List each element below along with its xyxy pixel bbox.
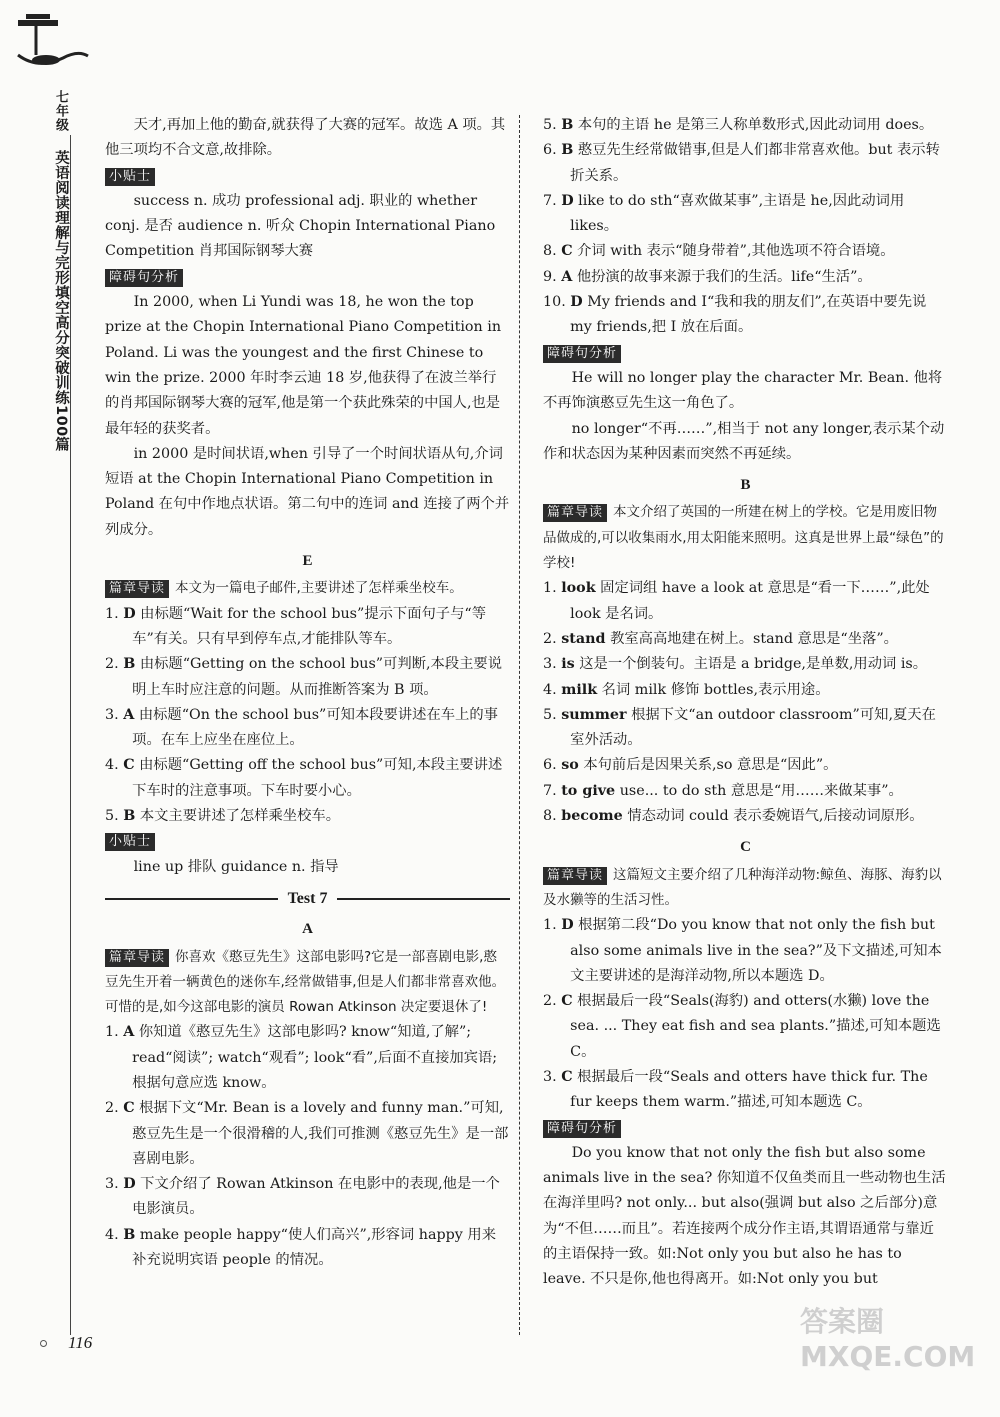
answer-number: 9. xyxy=(543,268,557,285)
answer-key: summer xyxy=(561,706,627,723)
answer-number: 2. xyxy=(105,1100,119,1117)
guide-text: 本文介绍了英国的一所建在树上的学校。它是用废旧物品做成的,可以收集雨水,用太阳能来照明。这真是世界上最“绿色”的学校! xyxy=(543,504,944,572)
answer-key: B xyxy=(561,142,574,159)
answer-text: 根据第二段“Do you know that not only the fish but also some animals live in the sea?”及下文描述,可知本文主要讲述的是海洋动物,所以本题选 D。 xyxy=(570,917,942,984)
answer-key: A xyxy=(561,268,573,285)
column-divider xyxy=(519,115,520,1335)
answer-number: 2. xyxy=(543,993,557,1010)
vocabulary-list: line up 排队 guidance n. 指导 xyxy=(133,858,339,875)
answer-item xyxy=(543,627,948,652)
guide-label: 篇章导读 xyxy=(543,504,607,522)
answer-item xyxy=(543,678,948,703)
answer-item xyxy=(105,1223,510,1274)
answer-key: D xyxy=(123,1176,136,1193)
answer-text: 介词 with 表示“随身带着”,其他选项不符合语境。 xyxy=(577,243,895,260)
guide-label: 篇章导读 xyxy=(105,580,169,598)
answer-item xyxy=(543,703,948,754)
answer-item xyxy=(543,138,948,189)
answer-key: is xyxy=(561,656,575,673)
answer-key: C xyxy=(123,757,135,774)
answer-number: 7. xyxy=(543,192,557,209)
answer-key: D xyxy=(570,294,583,311)
guide-text: 这篇短文主要介绍了几种海洋动物:鲸鱼、海豚、海豹以及水獭等的生活习性。 xyxy=(543,866,942,908)
answer-key: look xyxy=(561,580,596,597)
answer-text: make people happy“使人们高兴”,形容词 happy 用来补充说明宾语 people 的情况。 xyxy=(132,1226,496,1269)
answer-number: 4. xyxy=(105,757,119,774)
answer-text: 本句的主语 he 是第三人称单数形式,因此动词用 does。 xyxy=(577,117,934,133)
answer-text: 根据下文“Mr. Bean is a lovely and funny man.”可知,憨豆先生是一个很滑稽的人,我们可推测《憨豆先生》是一部喜剧电影。 xyxy=(132,1100,509,1167)
answer-number: 7. xyxy=(543,782,557,799)
answer-text: 名词 milk 修饰 bottles,表示用途。 xyxy=(601,681,830,698)
guide-paragraph xyxy=(105,576,510,601)
answer-number: 6. xyxy=(543,142,557,159)
publisher-logo xyxy=(8,10,98,80)
answer-item xyxy=(105,1172,510,1223)
section-heading-b: B xyxy=(740,477,751,494)
answer-number: 1. xyxy=(105,605,119,622)
watermark: 答案圈 MXQE.COM xyxy=(800,1305,976,1373)
answer-number: 1. xyxy=(105,1024,119,1041)
answer-text: 由标题“Wait for the school bus”提示下面句子与“等车”有关。只有早到停车点,才能排队等车。 xyxy=(132,605,487,647)
answer-text: use... to do sth 意思是“用……来做某事”。 xyxy=(619,782,903,799)
answer-item xyxy=(543,1065,948,1116)
answer-key: D xyxy=(123,605,136,622)
grade-label: 七年级 xyxy=(53,90,68,132)
answer-key: so xyxy=(561,757,579,774)
answer-text: 他扮演的故事来源于我们的生活。life“生活”。 xyxy=(576,268,872,285)
answer-number: 5. xyxy=(105,808,119,825)
answer-number: 2. xyxy=(105,656,119,673)
guide-paragraph xyxy=(543,863,948,914)
section-heading-a: A xyxy=(302,921,313,938)
analysis-label: 障碍句分析 xyxy=(543,1120,621,1138)
answer-text: 下文介绍了 Rowan Atkinson 在电影中的表现,他是一个电影演员。 xyxy=(132,1176,500,1218)
answer-text: 憨豆先生经常做错事,但是人们都非常喜欢他。but 表示转折关系。 xyxy=(570,142,940,184)
answer-item xyxy=(105,1096,510,1172)
answer-number: 3. xyxy=(105,706,119,723)
answer-item xyxy=(543,189,948,240)
answer-number: 3. xyxy=(543,1068,557,1085)
answer-item xyxy=(543,265,948,290)
analysis-label: 障碍句分析 xyxy=(543,345,621,363)
answer-key: milk xyxy=(561,681,598,698)
answer-text: 由标题“Getting off the school bus”可知,本段主要讲述下车时的注意事项。下车时要小心。 xyxy=(132,757,503,799)
answer-number: 6. xyxy=(543,757,557,774)
answer-number: 1. xyxy=(543,917,557,934)
answer-key: B xyxy=(123,656,136,673)
answer-text: 根据下文“an outdoor classroom”可知,夏天在室外活动。 xyxy=(570,706,936,749)
answer-key: D xyxy=(561,917,574,934)
section-heading-c: C xyxy=(740,839,751,856)
test-header xyxy=(105,886,510,911)
answer-key: to give xyxy=(561,782,616,799)
answer-number: 8. xyxy=(543,808,557,825)
test-title: Test 7 xyxy=(287,889,328,907)
spine-rule xyxy=(70,135,71,1335)
answer-text: 本文主要讲述了怎样乘坐校车。 xyxy=(139,808,340,825)
answer-text: 情态动词 could 表示委婉语气,后接动词原形。 xyxy=(627,808,924,825)
answer-key: become xyxy=(561,808,623,825)
answer-key: C xyxy=(561,243,573,260)
series-title: 英语阅读理解与完形填空高分突破训练100篇 xyxy=(53,150,69,452)
answer-key: D xyxy=(561,192,574,209)
vocabulary-list: success n. 成功 professional adj. 职业的 whether conj. 是否 audience n. 听众 Chopin International Piano Competition 肖邦国际钢琴大赛 xyxy=(105,192,496,260)
answer-key: A xyxy=(123,1024,135,1041)
answer-number: 4. xyxy=(105,1226,119,1243)
answer-number: 8. xyxy=(543,243,557,260)
answer-text: 教室高高地建在树上。stand 意思是“坐落”。 xyxy=(610,630,898,647)
guide-label: 篇章导读 xyxy=(105,949,169,967)
answer-item xyxy=(543,113,948,138)
answer-number: 5. xyxy=(543,117,557,133)
guide-paragraph xyxy=(105,945,510,1021)
answer-text: 固定词组 have a look at 意思是“看一下……”,此处 look 是名词。 xyxy=(570,580,930,622)
answer-number: 2. xyxy=(543,630,557,647)
answer-number: 10. xyxy=(543,294,566,311)
answer-text: 由标题“Getting on the school bus”可判断,本段主要说明上车时应注意的问题。从而推断答案为 B 项。 xyxy=(132,656,503,698)
tip-label: 小贴士 xyxy=(105,833,155,851)
answer-key: B xyxy=(123,808,136,825)
answer-item xyxy=(105,804,510,829)
answer-number: 3. xyxy=(105,1176,119,1193)
guide-label: 篇章导读 xyxy=(543,867,607,885)
page-dot xyxy=(40,1340,47,1347)
tip-label: 小贴士 xyxy=(105,168,155,186)
analysis-label: 障碍句分析 xyxy=(105,269,183,287)
guide-text: 本文为一篇电子邮件,主要讲述了怎样乘坐校车。 xyxy=(175,580,463,597)
answer-text: My friends and I“我和我的朋友们”,在英语中要先说 my friends,把 I 放在后面。 xyxy=(570,294,927,336)
paragraph: 天才,再加上他的勤奋,就获得了大赛的冠军。故选 A 项。其他三项均不合文意,故排除。 xyxy=(105,117,506,159)
answer-item xyxy=(543,290,948,341)
guide-text: 你喜欢《憨豆先生》这部电影吗?它是一部喜剧电影,憨豆先生开着一辆黄色的迷你车,经常做错事,但是人们都非常喜欢他。可惜的是,如今这部电影的演员 Rowan Atkinson 决定要退休了! xyxy=(105,948,506,1016)
answer-item xyxy=(543,239,948,264)
answer-item xyxy=(105,652,510,703)
answer-text: 这是一个倒装句。主语是 a bridge,是单数,用动词 is。 xyxy=(579,656,928,673)
answer-key: C xyxy=(561,1068,573,1085)
paragraph: no longer“不再……”,相当于 not any longer,表示某个动作和状态因为某种因素而突然不再延续。 xyxy=(543,420,945,462)
answer-number: 5. xyxy=(543,706,557,723)
answer-text: 你知道《憨豆先生》这部电影吗? know“知道,了解”; read“阅读”; watch“观看”; look“看”,后面不直接加宾语;根据句意应选 know。 xyxy=(132,1024,498,1091)
answer-text: 由标题“On the school bus”可知本段要讲述在车上的事项。在车上应坐在座位上。 xyxy=(132,706,498,749)
answer-key: B xyxy=(561,117,574,133)
answer-item xyxy=(543,753,948,778)
answer-item xyxy=(105,602,510,653)
answer-item xyxy=(543,652,948,677)
answer-text: 根据最后一段“Seals and otters have thick fur. The fur keeps them warm.”描述,可知本题选 C。 xyxy=(570,1068,928,1111)
answer-text: 本句前后是因果关系,so 意思是“因此”。 xyxy=(583,757,838,774)
answer-key: A xyxy=(123,706,135,723)
answer-item xyxy=(105,703,510,754)
header-rule xyxy=(105,898,278,900)
paragraph: in 2000 是时间状语,when 引导了一个时间状语从句,介词短语 at the Chopin International Piano Competition in Poland 在句中作地点状语。第二句中的连词 and 连接了两个并列成分。 xyxy=(105,445,510,538)
answer-item xyxy=(105,1020,510,1096)
paragraph: He will no longer play the character Mr. Bean. 他将不再饰演憨豆先生这一角色了。 xyxy=(543,369,943,412)
answer-key: stand xyxy=(561,630,606,647)
paragraph: Do you know that not only the fish but also some animals live in the sea? 你知道不仅鱼类而且一些动物也生活在海洋里吗? not only... but also(强调 but also 之后部分)意为“不但……而且”。若连接两个成分作主语,其谓语通常与靠近的主语保持一致。如:Not only you but also he has to leave. 不只是你,他也得离开。如:Not only you but xyxy=(543,1144,946,1288)
answer-item xyxy=(543,989,948,1065)
answer-key: C xyxy=(123,1100,135,1117)
section-heading-e: E xyxy=(302,553,313,570)
answer-number: 3. xyxy=(543,656,557,673)
answer-item xyxy=(105,753,510,804)
answer-text: like to do sth“喜欢做某事”,主语是 he,因此动词用 likes。 xyxy=(570,192,905,235)
answer-key: C xyxy=(561,993,573,1010)
paragraph: In 2000, when Li Yundi was 18, he won the top prize at the Chopin International Piano Competition in Poland. Li was the youngest and the first Chinese to win the prize. 2000 年时李云迪 18 岁,他获得了在波兰举行的肖邦国际钢琴大赛的冠军,他是第一个获此殊荣的中国人,也是最年轻的获奖者。 xyxy=(105,294,502,437)
answer-number: 1. xyxy=(543,580,557,597)
answer-item xyxy=(543,804,948,829)
page-number: 116 xyxy=(68,1333,93,1352)
answer-text: 根据最后一段“Seals(海豹) and otters(水獭) love the sea. ... They eat fish and sea plants.”描述,可知本题选 C。 xyxy=(570,993,941,1060)
guide-paragraph xyxy=(543,500,948,576)
header-rule xyxy=(337,898,510,900)
answer-number: 4. xyxy=(543,681,557,698)
answer-item xyxy=(543,779,948,804)
left-column xyxy=(105,113,510,1273)
right-column xyxy=(543,113,948,1293)
answer-item xyxy=(543,913,948,989)
answer-item xyxy=(543,576,948,627)
answer-key: B xyxy=(123,1226,136,1243)
